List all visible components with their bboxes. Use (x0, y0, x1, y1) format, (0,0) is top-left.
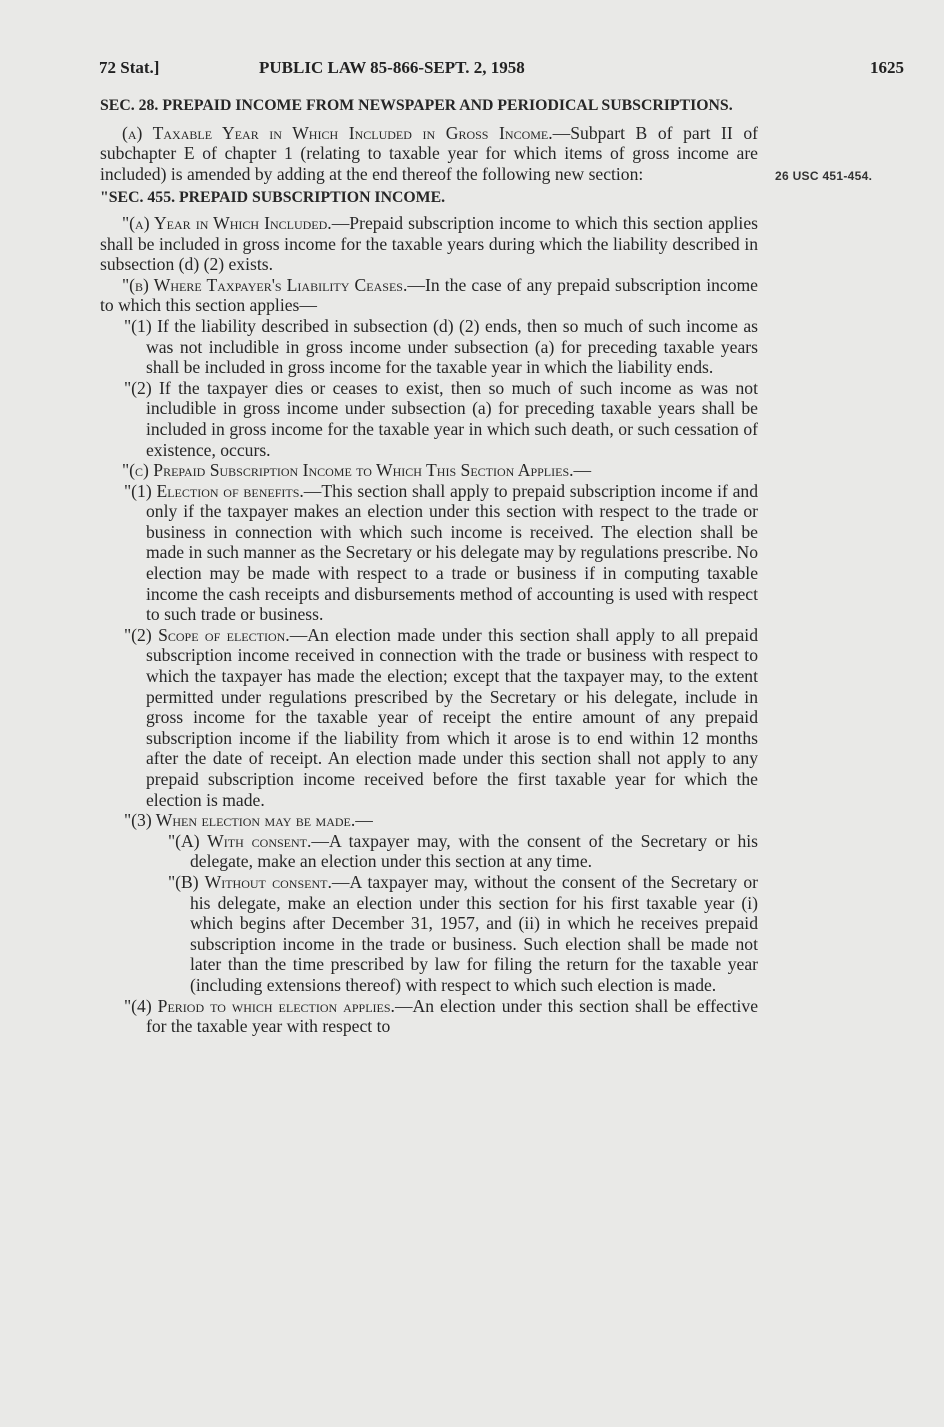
paragraph-c3-text: — (355, 810, 373, 831)
margin-citation: 26 USC 451-454. (775, 169, 873, 183)
running-head-title: PUBLIC LAW 85-866-SEPT. 2, 1958 (259, 58, 525, 77)
statute-body (100, 96, 758, 1037)
paragraph-c3A-text: —A taxpayer may, with the consent of the Secretary or his delegate, make an election under this section at any time. (190, 830, 759, 872)
paragraph-c1-heading: "(1) Election of benefits. (124, 480, 304, 501)
paragraph-c2-text: —An election made under this section shall apply to all prepaid subscription income received in connection with the trade or business with respect to which the taxpayer has made the election; except that the taxpayer may, to the extent permitted under regulations prescribed by the Secretary or his delegate, include in gross income for the taxable year of receipt the entire amount of any prepaid subscription income if the liability from which it arose is to end within 12 months after the date of receipt. An election made under this section shall not apply to any prepaid subscription income received before the first taxable year for which the election is made. (146, 624, 758, 810)
paragraph-c3 (100, 810, 758, 831)
paragraph-c4 (100, 996, 758, 1037)
paragraph-c4-heading: "(4) Period to which election applies. (124, 995, 395, 1016)
running-head-volume: 72 Stat.] (99, 58, 160, 77)
paragraph-c1 (100, 481, 758, 625)
new-section-title: "SEC. 455. PREPAID SUBSCRIPTION INCOME. (100, 189, 446, 207)
page-number: 1625 (870, 58, 904, 77)
paragraph-c1-text: —This section shall apply to prepaid subscription income if and only if the taxpayer makes an election under this section with respect to the trade or business in connection with which such income is received. The election shall be made in such manner as the Secretary or his delegate may by regulations prescribe. No election may be made with respect to a trade or business if in computing taxable income the cash receipts and disbursements method of accounting is used with respect to such trade or business. (146, 480, 758, 625)
paragraph-c3B (100, 872, 758, 996)
paragraph-c3B-text: —A taxpayer may, without the consent of the Secretary or his delegate, make an election under this section for his first taxable year (i) which begins after December 31, 1957, and (ii) in which he receives prepaid subscription income in the trade or business. Such election shall be made not later than the time prescribed by law for filing the return for the taxable year (including extensions thereof) with respect to which such election is made. (190, 871, 758, 995)
paragraph-b1: "(1) If the liability described in subsection (d) (2) ends, then so much of such income as was not includible in gross income under subsection (a) for preceding taxable years shall be included in gross income for the taxable year in which the liability ends. (124, 315, 758, 378)
paragraph-b-heading: "(b) Where Taxpayer's Liability Ceases. (122, 274, 408, 295)
paragraph-c (100, 460, 758, 481)
paragraph-b (100, 275, 758, 316)
paragraph-a-text: —Prepaid subscription income to which this section applies shall be included in gross income for the taxable years during which the liability described in subsection (d) (2) exists. (100, 212, 758, 275)
subsection-a (100, 123, 758, 185)
paragraph-c4-text: —An election under this section shall be effective for the taxable year with respect to (146, 995, 759, 1037)
paragraph-c-heading: "(c) Prepaid Subscription Income to Which This Section Applies. (122, 460, 574, 481)
paragraph-c2 (100, 625, 758, 810)
paragraph-c3A-heading: "(A) With consent. (168, 830, 312, 851)
paragraph-a-heading: "(a) Year in Which Included. (122, 212, 332, 233)
paragraph-c3A (100, 831, 758, 872)
subsection-a-text: —Subpart B of part II of subchapter E of chapter 1 (relating to taxable year for which items of gross income are included) is amended by adding at the end thereof the following new section: (100, 122, 758, 184)
paragraph-c2-heading: "(2) Scope of election. (124, 624, 290, 645)
paragraph-c3-heading: "(3) When election may be made. (124, 810, 356, 831)
paragraph-a (100, 213, 758, 275)
section-title: SEC. 28. PREPAID INCOME FROM NEWSPAPER AND PERIODICAL SUBSCRIPTIONS. (100, 97, 733, 114)
paragraph-b2: "(2) If the taxpayer dies or ceases to exist, then so much of such income as was not includible in gross income under subsection (a) for preceding taxable years shall be included in gross income for the taxable year in which such death, or such cessation of existence, occurs. (124, 377, 758, 460)
paragraph-c-text: — (573, 460, 592, 481)
paragraph-b-text: —In the case of any prepaid subscription income to which this section applies— (100, 274, 758, 316)
paragraph-c3B-heading: "(B) Without consent. (168, 871, 332, 892)
subsection-a-heading: (a) Taxable Year in Which Included in Gross Income. (122, 122, 553, 143)
